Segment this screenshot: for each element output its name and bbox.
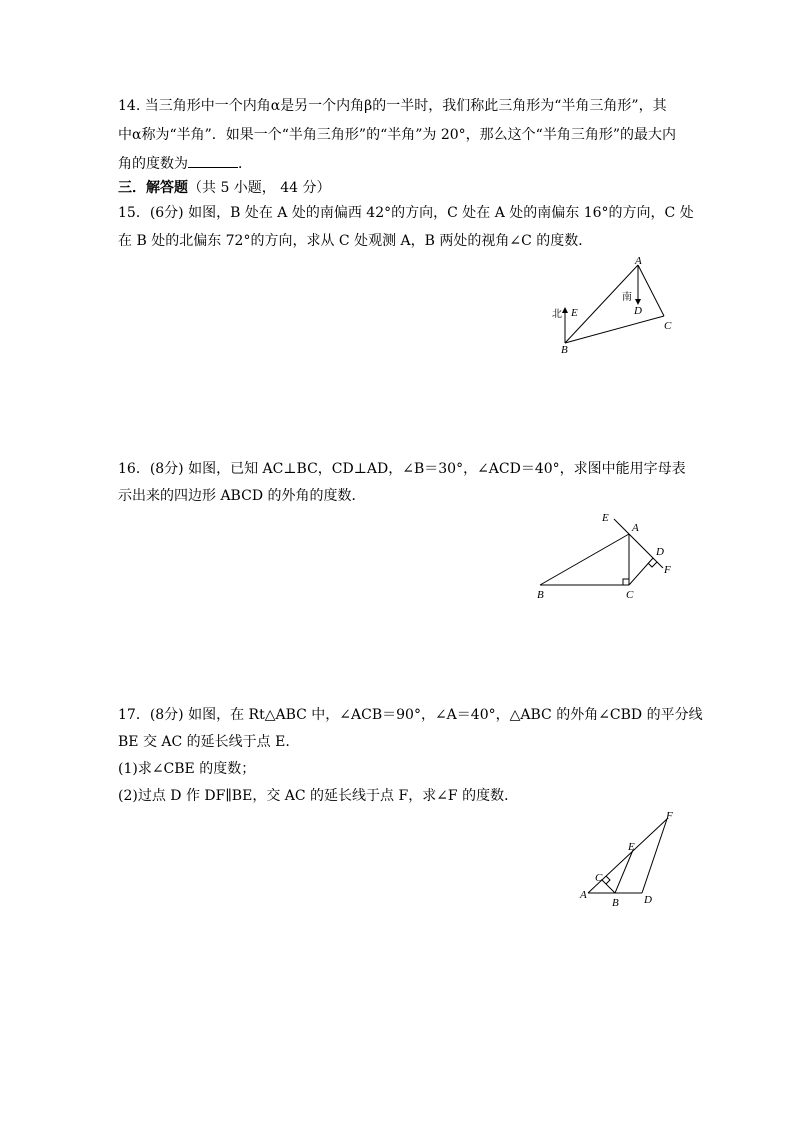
q17-line-3: (1)求∠CBE 的度数； bbox=[118, 761, 256, 777]
q15-label-a: A bbox=[635, 255, 642, 267]
q17-label-c: C bbox=[595, 872, 603, 884]
q16-label-f: F bbox=[664, 564, 671, 576]
q17-label-b: B bbox=[612, 897, 619, 909]
q17-label-a: A bbox=[580, 889, 587, 901]
segment-ab bbox=[565, 265, 638, 343]
segment-bc bbox=[565, 316, 664, 343]
section-title: 三．解答题 bbox=[118, 180, 188, 196]
section-header bbox=[118, 178, 331, 198]
q14-line-2: 中α称为“半角”．如果一个“半角三角形”的“半角”为 20°，那么这个“半角三角形”的最大内 bbox=[118, 127, 676, 143]
right-angle-c bbox=[623, 579, 629, 585]
q15-label-c: C bbox=[664, 320, 672, 332]
q16-line-2: 示出来的四边形 ABCD 的外角的度数． bbox=[118, 488, 366, 504]
q17-label-e: E bbox=[628, 841, 635, 853]
q17-figure bbox=[575, 805, 685, 910]
q14-line-3-prefix: 角的度数为 bbox=[118, 156, 188, 172]
q17-line-2: BE 交 AC 的延长线于点 E. bbox=[118, 734, 290, 750]
q14-line-1: 14. 当三角形中一个内角α是另一个内角β的一半时，我们称此三角形为“半角三角形”，其 bbox=[118, 98, 667, 114]
q17-line-1: 17．(8分) 如图，在 Rt△ABC 中，∠ACB＝90°，∠A＝40°，△ABC 的外角∠CBD 的平分线 bbox=[118, 707, 703, 723]
q15-label-north: 北 bbox=[552, 309, 562, 320]
q17-label-f: F bbox=[666, 810, 673, 822]
q16-line-1: 16．(8分) 如图，已知 AC⊥BC，CD⊥AD，∠B＝30°，∠ACD＝40°，求图中能用字母表 bbox=[118, 461, 686, 477]
right-angle-c bbox=[606, 876, 610, 884]
q15-line-1: 15．(6分) 如图，B 处在 A 处的南偏西 42°的方向，C 处在 A 处的南偏东 16°的方向，C 处 bbox=[118, 205, 694, 221]
q15-label-e: E bbox=[571, 307, 578, 319]
q16-label-a: A bbox=[632, 522, 639, 534]
q16-label-e: E bbox=[602, 512, 609, 524]
q16-label-d: D bbox=[656, 546, 664, 558]
q15-line-2: 在 B 处的北偏东 72°的方向，求从 C 处观测 A，B 两处的视角∠C 的度数． bbox=[118, 233, 593, 249]
q15-figure bbox=[540, 250, 690, 360]
segment-cd bbox=[629, 558, 653, 585]
q15-label-south: 南 bbox=[622, 292, 632, 303]
q16-label-c: C bbox=[626, 589, 634, 601]
q14-line-3-suffix: ． bbox=[238, 156, 252, 172]
q15-label-d: D bbox=[634, 305, 642, 317]
section-note: （共 5 小题， 44 分） bbox=[188, 180, 331, 196]
segment-be bbox=[615, 850, 633, 893]
answer-blank bbox=[188, 153, 238, 168]
q17-label-d: D bbox=[644, 894, 652, 906]
q16-figure bbox=[530, 505, 680, 605]
q14-line-3 bbox=[118, 153, 252, 174]
q16-label-b: B bbox=[537, 589, 544, 601]
q17-line-4: (2)过点 D 作 DF∥BE，交 AC 的延长线于点 F，求∠F 的度数． bbox=[118, 788, 519, 804]
q15-label-b: B bbox=[561, 344, 568, 356]
segment-ba bbox=[540, 534, 629, 585]
